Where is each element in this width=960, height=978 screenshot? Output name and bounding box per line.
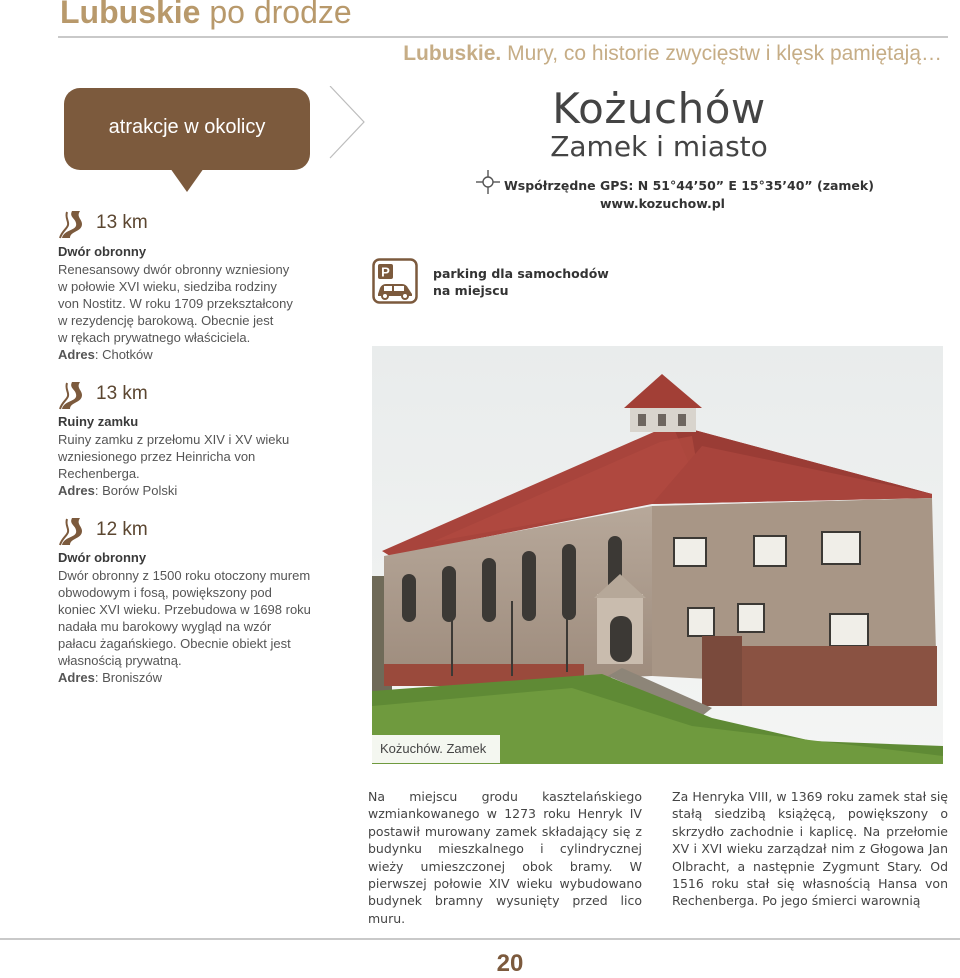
description-line: von Nostitz. W roku 1709 przekształcony bbox=[58, 296, 293, 311]
attraction-description bbox=[58, 431, 328, 499]
page-title: Kożuchów bbox=[552, 84, 766, 133]
address-value: : Chotków bbox=[94, 347, 153, 362]
address-label: Adres bbox=[58, 347, 95, 362]
description-line: Rechenberga. bbox=[58, 466, 140, 481]
attraction-distance: 13 km bbox=[96, 383, 148, 404]
parking-sign-letter: P bbox=[381, 264, 390, 280]
top-divider bbox=[58, 36, 948, 38]
winding-road-icon bbox=[58, 516, 88, 546]
bottom-divider bbox=[0, 938, 960, 940]
body-text-column-1: Na miejscu grodu kasztelańskiego wzmiankowanego w 1273 roku Henryk IV postawił murowany zamek składający się z budynku mieszkalnego i cylindrycznej wieży umieszczonej obok bramy. W pierwszej połowie XIV wieku wybudowano budynek bramny wysunięty przed lico muru. bbox=[368, 789, 642, 926]
attraction-address bbox=[58, 669, 328, 686]
description-line: nadała mu barokowy wygląd na wzór bbox=[58, 619, 272, 634]
winding-road-icon bbox=[58, 209, 88, 239]
attraction-distance: 13 km bbox=[96, 212, 148, 233]
attraction-description bbox=[58, 261, 328, 363]
description-line: pałacu żagańskiego. Obecnie obiekt jest bbox=[58, 636, 291, 651]
attraction-address bbox=[58, 482, 328, 499]
address-label: Adres bbox=[58, 483, 95, 498]
castle-illustration bbox=[372, 346, 943, 764]
castle-photo bbox=[372, 346, 943, 764]
publication-title bbox=[60, 0, 352, 31]
description-line: w rezydencję barokową. Obecnie jest bbox=[58, 313, 274, 328]
description-line: obwodowym i fosą, powiększony pod bbox=[58, 585, 272, 600]
address-value: : Borów Polski bbox=[94, 483, 178, 498]
attraction-name: Dwór obronny bbox=[58, 550, 147, 565]
description-line: Ruiny zamku z przełomu XIV i XV wieku bbox=[58, 432, 290, 447]
chevron-divider-icon bbox=[328, 86, 368, 206]
parking-info bbox=[433, 265, 609, 299]
tagline-rest: Mury, co historie zwycięstw i klęsk pamiętają… bbox=[507, 42, 942, 65]
photo-caption: Kożuchów. Zamek bbox=[372, 735, 500, 763]
compass-icon bbox=[474, 168, 502, 196]
parking-info-line: na miejscu bbox=[433, 283, 509, 298]
attraction-name: Dwór obronny bbox=[58, 244, 147, 259]
description-line: wzniesionego przez Heinricha von bbox=[58, 449, 256, 464]
page-number: 20 bbox=[496, 950, 524, 977]
website-link[interactable]: www.kozuchow.pl bbox=[600, 196, 725, 211]
parking-info-line: parking dla samochodów bbox=[433, 266, 609, 281]
tagline-bold: Lubuskie. bbox=[403, 42, 502, 65]
address-label: Adres bbox=[58, 670, 95, 685]
parking-car-icon bbox=[372, 258, 418, 304]
section-tab-pointer bbox=[170, 168, 204, 192]
attraction-description bbox=[58, 567, 328, 686]
publication-title-bold: Lubuskie bbox=[60, 0, 201, 30]
description-line: własnością prywatną. bbox=[58, 653, 182, 668]
page-subtitle: Zamek i miasto bbox=[550, 130, 768, 163]
chapter-tagline bbox=[403, 42, 942, 66]
winding-road-icon bbox=[58, 380, 88, 410]
body-text-column-2: Za Henryka VIII, w 1369 roku zamek stał się stałą siedzibą książęcą, powiększony o skrzydło zachodnie i kaplicę. Na przełomie XV i XVI wieku zarządzał nim z Głogowa Jan Olbracht, a następnie Zygmunt Stary. Od 1516 roku stał się własnością Hansa von Rechenberga. Po jego śmierci warownią bbox=[672, 789, 948, 909]
description-line: w połowie XVI wieku, siedziba rodziny bbox=[58, 279, 277, 294]
description-line: w rękach prywatnego właściciela. bbox=[58, 330, 251, 345]
address-value: : Broniszów bbox=[94, 670, 163, 685]
section-tab-label: atrakcje w okolicy bbox=[108, 116, 266, 138]
attraction-distance: 12 km bbox=[96, 519, 148, 540]
description-line: Dwór obronny z 1500 roku otoczony murem bbox=[58, 568, 311, 583]
description-line: koniec XVI wieku. Przebudowa w 1698 roku bbox=[58, 602, 311, 617]
attraction-name: Ruiny zamku bbox=[58, 414, 139, 429]
gps-coordinates: Współrzędne GPS: N 51°44’50” E 15°35’40” (zamek) bbox=[504, 178, 874, 193]
publication-title-rest: po drodze bbox=[209, 0, 352, 30]
description-line: Renesansowy dwór obronny wzniesiony bbox=[58, 262, 290, 277]
attraction-address bbox=[58, 346, 328, 363]
